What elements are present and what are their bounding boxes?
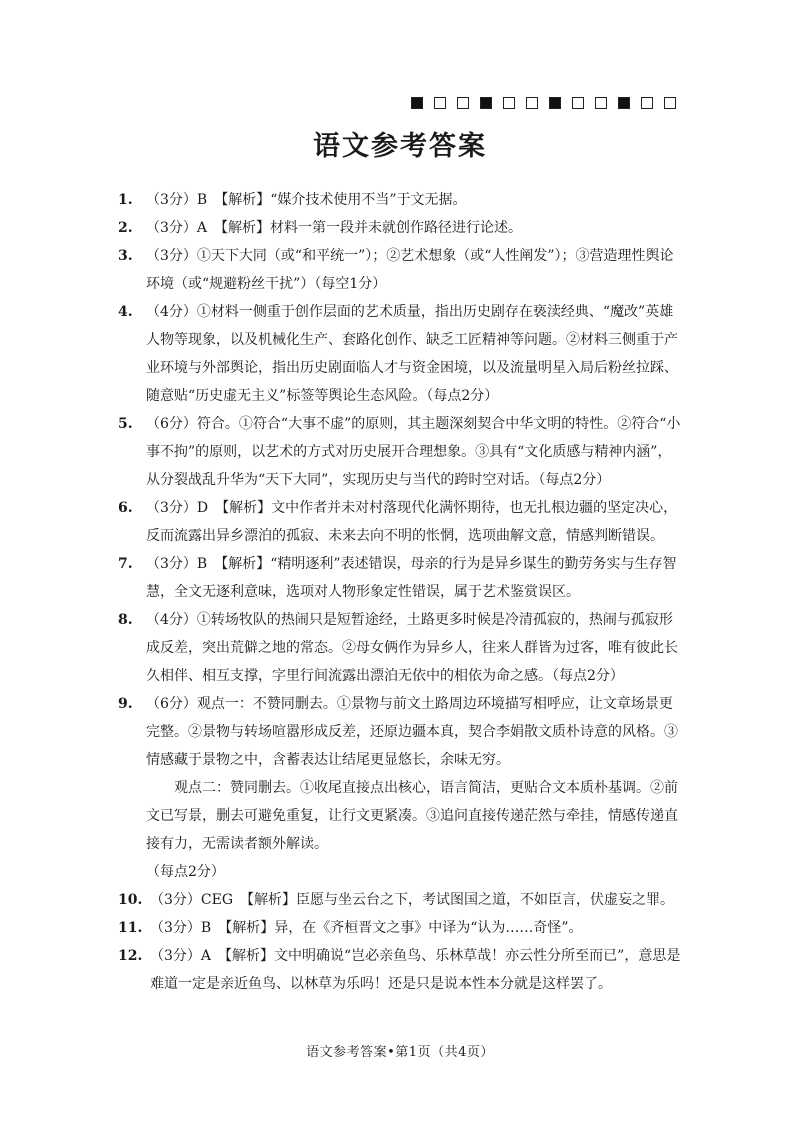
answer-number: 7. — [118, 556, 133, 572]
answer-number: 8. — [118, 612, 133, 628]
answer-number: 6. — [118, 500, 133, 516]
answer-text: （6分）符合。①符合“大事不虚”的原则，其主题深刻契合中华文明的特性。②符合“小事不拘”的原则，以艺术的方式对历史展开合理想象。③具有“文化质感与精神内涵”，从分裂战乱升华为“天下大同”，实现历史与当代的跨时空对话。（每点2分） — [146, 416, 681, 488]
square-mark-5 — [503, 97, 515, 109]
answer-number: 3. — [118, 248, 133, 264]
answer-item-3 — [118, 242, 684, 298]
answer-text: （3分）B 【解析】“媒介技术使用不当”于文无据。 — [146, 192, 467, 208]
answer-number: 12. — [118, 948, 143, 964]
answer-item-6 — [118, 494, 684, 550]
answer-item-8 — [118, 606, 684, 690]
answer-number: 5. — [118, 416, 133, 432]
square-mark-4 — [480, 97, 492, 109]
square-mark-6 — [526, 97, 538, 109]
answer-text: （4分）①材料一侧重于创作层面的艺术质量，指出历史剧存在亵渎经典、“魔改”英雄人物等现象，以及机械化生产、套路化创作、缺乏工匠精神等问题。②材料三侧重于产业环境与外部舆论，指出历史剧面临人才与资金困境，以及流量明星入局后粉丝拉踩、随意贴“历史虚无主义”标签等舆论生态风险。（每点2分） — [146, 304, 678, 404]
answer-text: （3分）①天下大同（或“和平统一”）；②艺术想象（或“人性阐发”）；③营造理性舆论环境（或“规避粉丝干扰”）（每空1分） — [146, 248, 674, 292]
header-marks — [411, 97, 676, 109]
answer-number: 11. — [118, 920, 143, 936]
answer-item-1 — [118, 186, 684, 214]
answer-list — [118, 186, 684, 998]
answer-text: （6分）观点一：不赞同删去。①景物与前文土路周边环境描写相呼应，让文章场景更完整。②景物与转场喧嚣形成反差，还原边疆本真，契合李娟散文质朴诗意的风格。③情感藏于景物之中，含蓄表达让结尾更显悠长，余味无穷。 — [146, 696, 678, 768]
square-mark-2 — [434, 97, 446, 109]
answer-text: （3分）A 【解析】材料一第一段并未就创作路径进行论述。 — [146, 220, 523, 236]
answer-item-7 — [118, 550, 684, 606]
answer-item-2 — [118, 214, 684, 242]
square-mark-1 — [411, 97, 423, 109]
square-mark-8 — [572, 97, 584, 109]
square-mark-9 — [595, 97, 607, 109]
answer-text: （3分）B 【解析】异，在《齐桓晋文之事》中译为“认为……奇怪”。 — [150, 920, 583, 936]
answer-item-10 — [118, 886, 684, 914]
answer-number: 2. — [118, 220, 133, 236]
page-footer: 语文参考答案•第1页（共4页） — [306, 1045, 494, 1060]
answer-text: （4分）①转场牧队的热闹只是短暂途经，土路更多时候是冷清孤寂的，热闹与孤寂形成反差，突出荒僻之地的常态。②母女俩作为异乡人，往来人群皆为过客，唯有彼此长久相伴、相互支撑，字里行间流露出漂泊无依中的相依为命之感。（每点2分） — [146, 612, 678, 684]
answer-9-scoring-note: （每点2分） — [146, 864, 225, 880]
answer-text: （3分）D 【解析】文中作者并未对村落现代化满怀期待，也无扎根边疆的坚定决心，反而流露出异乡漂泊的孤寂、未来去向不明的怅惘，选项曲解文意，情感判断错误。 — [146, 500, 678, 544]
answer-number: 10. — [118, 892, 143, 908]
answer-text: （3分）A 【解析】文中明确说“岂必亲鱼鸟、乐林草哉！亦云性分所至而已”，意思是难道一定是亲近鱼鸟、以林草为乐吗！还是只是说本性本分就是这样罢了。 — [150, 948, 681, 992]
answer-item-5 — [118, 410, 684, 494]
answer-item-11 — [118, 914, 684, 942]
square-mark-11 — [641, 97, 653, 109]
answer-text: （3分）B 【解析】“精明逐利”表述错误，母亲的行为是异乡谋生的勤劳务实与生存智慧，全文无逐利意味，选项对人物形象定性错误，属于艺术鉴赏误区。 — [146, 556, 677, 600]
answer-item-12 — [118, 942, 684, 998]
square-mark-7 — [549, 97, 561, 109]
answer-number: 1. — [118, 192, 133, 208]
answer-item-9 — [118, 690, 684, 774]
answer-text: （3分）CEG 【解析】臣愿与坐云台之下，考试图国之道，不如臣言，伏虚妄之罪。 — [150, 892, 675, 908]
square-mark-10 — [618, 97, 630, 109]
square-mark-3 — [457, 97, 469, 109]
square-mark-12 — [664, 97, 676, 109]
answer-number: 9. — [118, 696, 133, 712]
answer-number: 4. — [118, 304, 133, 320]
answer-item-4 — [118, 298, 684, 410]
answer-9-viewpoint-two: 观点二：赞同删去。①收尾直接点出核心，语言简洁，更贴合文本质朴基调。②前文已写景，删去可避免重复，让行文更紧凑。③追问直接传递茫然与牵挂，情感传递直接有力，无需读者额外解读。 — [146, 780, 678, 852]
page-title: 语文参考答案 — [313, 131, 487, 162]
